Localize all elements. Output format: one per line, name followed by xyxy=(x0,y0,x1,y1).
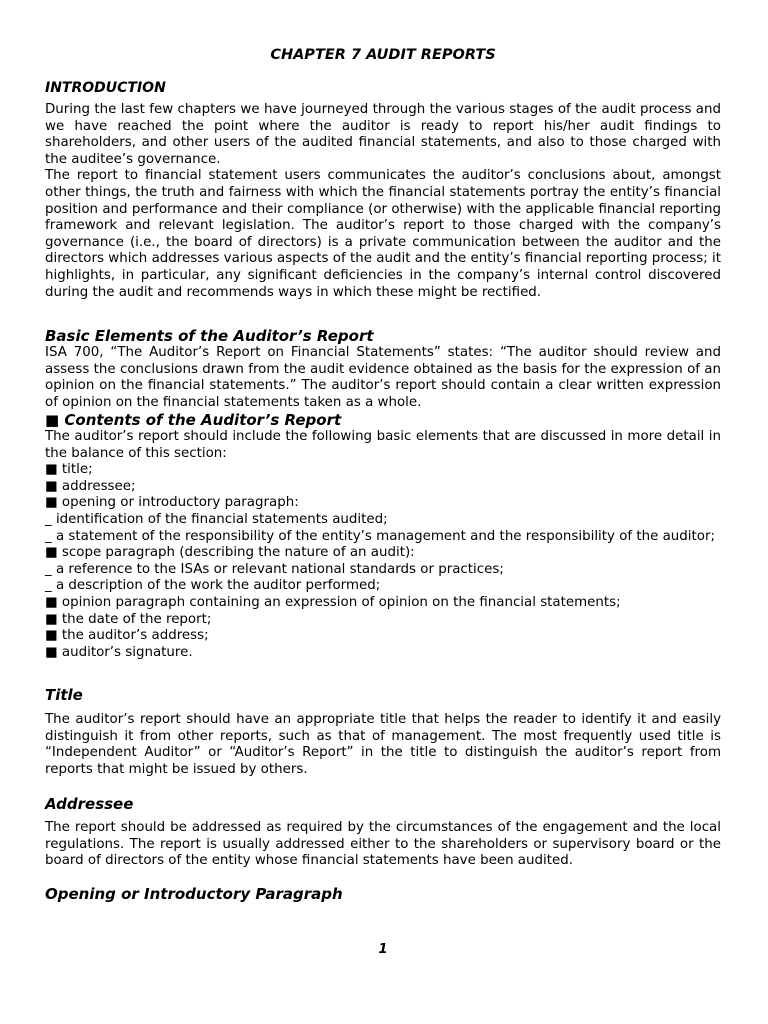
list-item: _ a description of the work the auditor performed; xyxy=(45,578,381,594)
addressee-section xyxy=(45,795,721,870)
chapter-title: CHAPTER 7 AUDIT REPORTS xyxy=(270,47,496,63)
introduction-paragraph-1: During the last few chapters we have journeyed through the various stages of the audit process and we have reached the point where the auditor is ready to report his/her audit findings to shareholders, and other users of the audited financial statements, and also to those charged with the auditee’s governance. xyxy=(45,102,721,167)
list-item: ■ title; xyxy=(45,462,93,478)
basic-elements-paragraph: ISA 700, “The Auditor’s Report on Financial Statements” states: “The auditor should review and assess the conclusions drawn from the audit evidence obtained as the basis for the expression of an opinion on the financial statements.” The auditor’s report should contain a clear written expression of opinion on the financial statements taken as a whole. xyxy=(45,345,721,410)
contents-list xyxy=(45,462,721,661)
introduction-section xyxy=(45,80,721,301)
introduction-heading: INTRODUCTION xyxy=(45,80,166,96)
list-item: ■ the date of the report; xyxy=(45,611,212,627)
opening-heading: Opening or Introductory Paragraph xyxy=(45,885,343,903)
contents-intro: The auditor’s report should include the following basic elements that are discussed in more detail in the balance of this section: xyxy=(45,429,721,461)
contents-heading: ■ Contents of the Auditor’s Report xyxy=(45,411,342,429)
list-item: _ identification of the financial statements audited; xyxy=(45,511,388,527)
list-item: ■ opening or introductory paragraph: xyxy=(45,495,299,511)
addressee-paragraph: The report should be addressed as required by the circumstances of the engagement and the local regulations. The report is usually addressed either to the shareholders or supervisory board or the board of directors of the entity whose financial statements have been audited. xyxy=(45,820,721,869)
addressee-heading: Addressee xyxy=(45,795,134,813)
list-item: _ a statement of the responsibility of the entity’s management and the responsibility of the auditor; xyxy=(45,528,715,544)
list-item: _ a reference to the ISAs or relevant national standards or practices; xyxy=(45,561,504,577)
title-section xyxy=(45,686,721,778)
page-number: 1 xyxy=(378,942,388,957)
opening-section xyxy=(45,885,721,903)
list-item: ■ opinion paragraph containing an expression of opinion on the financial statements; xyxy=(45,594,621,610)
contents-section xyxy=(45,411,721,661)
list-item: ■ the auditor’s address; xyxy=(45,628,209,644)
title-paragraph: The auditor’s report should have an appropriate title that helps the reader to identify it and easily distinguish it from other reports, such as that of management. The most frequently used title is “Independent Auditor” or “Auditor’s Report” in the title to distinguish the auditor’s report from reports that might be issued by others. xyxy=(45,712,721,777)
basic-elements-heading: Basic Elements of the Auditor’s Report xyxy=(45,327,374,345)
introduction-paragraph-2: The report to financial statement users communicates the auditor’s conclusions about, amongst other things, the truth and fairness with which the financial statements portray the entity’s financial position and performance and their compliance (or otherwise) with the applicable financial reporting framework and relevant legislation. The auditor’s report to those charged with the company’s governance (i.e., the board of directors) is a private communication between the auditor and the directors which addresses various aspects of the audit and the entity’s financial reporting process; it highlights, in particular, any significant deficiencies in the company’s internal control discovered during the audit and recommends ways in which these might be rectified. xyxy=(45,168,721,300)
title-heading: Title xyxy=(45,686,83,704)
list-item: ■ auditor’s signature. xyxy=(45,644,193,660)
list-item: ■ scope paragraph (describing the nature of an audit): xyxy=(45,545,415,561)
list-item: ■ addressee; xyxy=(45,478,136,494)
basic-elements-section xyxy=(45,327,721,411)
